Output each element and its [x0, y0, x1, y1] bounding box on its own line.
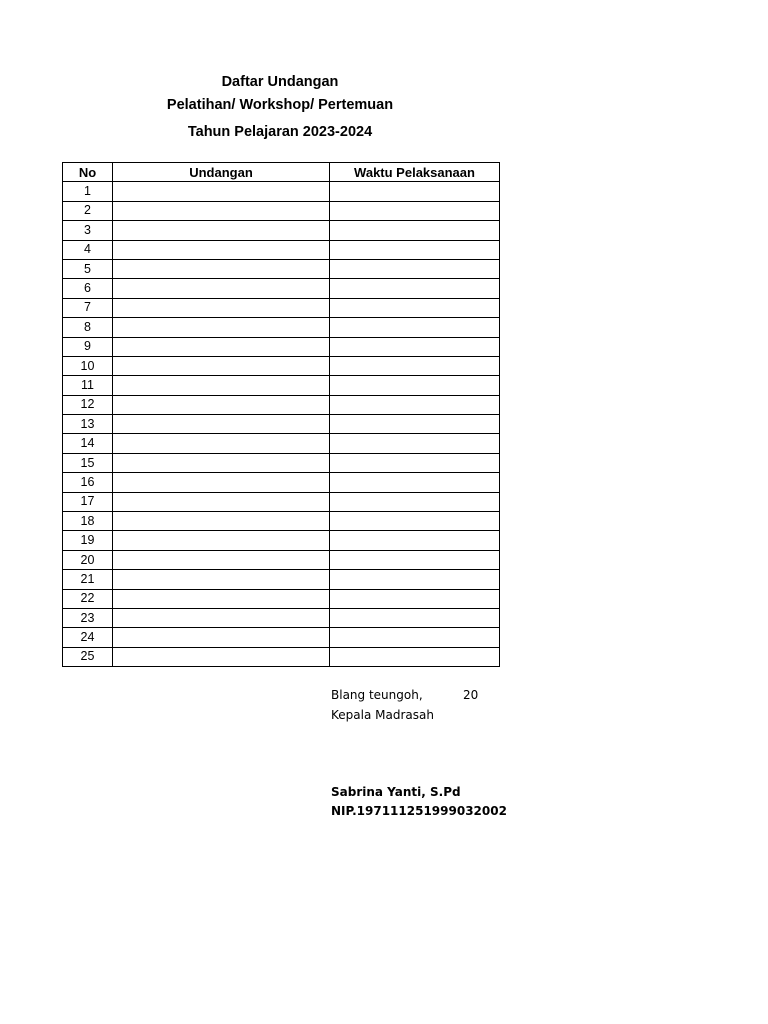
waktu-cell — [330, 492, 500, 511]
undangan-cell — [113, 356, 330, 375]
undangan-cell — [113, 337, 330, 356]
row-number: 25 — [63, 647, 113, 666]
undangan-cell — [113, 182, 330, 201]
table-row — [63, 531, 500, 550]
row-number: 9 — [63, 337, 113, 356]
table-body — [63, 182, 500, 667]
waktu-cell — [330, 531, 500, 550]
table-header-row — [63, 163, 500, 182]
row-number: 6 — [63, 279, 113, 298]
document-subtitle: Pelatihan/ Workshop/ Pertemuan — [166, 97, 394, 113]
table-row — [63, 647, 500, 666]
table-row — [63, 395, 500, 414]
undangan-cell — [113, 201, 330, 220]
row-number: 7 — [63, 298, 113, 317]
row-number: 10 — [63, 356, 113, 375]
table-row — [63, 337, 500, 356]
undangan-cell — [113, 395, 330, 414]
undangan-cell — [113, 492, 330, 511]
table-row — [63, 182, 500, 201]
waktu-cell — [330, 453, 500, 472]
waktu-cell — [330, 647, 500, 666]
table-row — [63, 550, 500, 569]
table-row — [63, 298, 500, 317]
undangan-cell — [113, 434, 330, 453]
waktu-cell — [330, 473, 500, 492]
waktu-cell — [330, 240, 500, 259]
undangan-cell — [113, 473, 330, 492]
row-number: 2 — [63, 201, 113, 220]
undangan-cell — [113, 318, 330, 337]
waktu-cell — [330, 415, 500, 434]
undangan-cell — [113, 298, 330, 317]
table-row — [63, 356, 500, 375]
undangan-cell — [113, 512, 330, 531]
waktu-cell — [330, 318, 500, 337]
waktu-cell — [330, 512, 500, 531]
undangan-cell — [113, 376, 330, 395]
undangan-cell — [113, 589, 330, 608]
waktu-cell — [330, 550, 500, 569]
row-number: 17 — [63, 492, 113, 511]
undangan-cell — [113, 608, 330, 627]
signature-year: 20 — [463, 688, 479, 702]
waktu-cell — [330, 201, 500, 220]
waktu-cell — [330, 570, 500, 589]
document-title: Daftar Undangan — [221, 74, 339, 90]
waktu-cell — [330, 434, 500, 453]
undangan-cell — [113, 453, 330, 472]
signatory-nip: NIP.197111251999032002 — [331, 804, 507, 818]
undangan-cell — [113, 531, 330, 550]
undangan-cell — [113, 221, 330, 240]
column-header-no: No — [63, 163, 113, 182]
row-number: 19 — [63, 531, 113, 550]
row-number: 24 — [63, 628, 113, 647]
table-row — [63, 201, 500, 220]
row-number: 8 — [63, 318, 113, 337]
undangan-cell — [113, 550, 330, 569]
table-row — [63, 376, 500, 395]
undangan-cell — [113, 647, 330, 666]
table-row — [63, 570, 500, 589]
signatory-name: Sabrina Yanti, S.Pd — [331, 785, 461, 799]
row-number: 11 — [63, 376, 113, 395]
row-number: 5 — [63, 259, 113, 278]
waktu-cell — [330, 395, 500, 414]
row-number: 18 — [63, 512, 113, 531]
undangan-cell — [113, 240, 330, 259]
table-row — [63, 492, 500, 511]
table-row — [63, 240, 500, 259]
table-row — [63, 415, 500, 434]
waktu-cell — [330, 589, 500, 608]
table-row — [63, 221, 500, 240]
table-row — [63, 318, 500, 337]
table-row — [63, 434, 500, 453]
academic-year: Tahun Pelajaran 2023-2024 — [187, 124, 373, 140]
row-number: 3 — [63, 221, 113, 240]
waktu-cell — [330, 279, 500, 298]
waktu-cell — [330, 376, 500, 395]
undangan-cell — [113, 259, 330, 278]
waktu-cell — [330, 182, 500, 201]
column-header-undangan: Undangan — [113, 163, 330, 182]
row-number: 23 — [63, 608, 113, 627]
table-row — [63, 589, 500, 608]
waktu-cell — [330, 356, 500, 375]
waktu-cell — [330, 221, 500, 240]
waktu-cell — [330, 628, 500, 647]
row-number: 16 — [63, 473, 113, 492]
row-number: 4 — [63, 240, 113, 259]
invitation-table — [62, 162, 500, 667]
row-number: 21 — [63, 570, 113, 589]
row-number: 13 — [63, 415, 113, 434]
undangan-cell — [113, 279, 330, 298]
table-row — [63, 453, 500, 472]
table-row — [63, 512, 500, 531]
undangan-cell — [113, 415, 330, 434]
row-number: 22 — [63, 589, 113, 608]
row-number: 12 — [63, 395, 113, 414]
table-row — [63, 608, 500, 627]
row-number: 20 — [63, 550, 113, 569]
row-number: 1 — [63, 182, 113, 201]
undangan-cell — [113, 570, 330, 589]
column-header-waktu: Waktu Pelaksanaan — [330, 163, 500, 182]
table-row — [63, 279, 500, 298]
waktu-cell — [330, 298, 500, 317]
table-row — [63, 259, 500, 278]
waktu-cell — [330, 608, 500, 627]
waktu-cell — [330, 337, 500, 356]
table-row — [63, 473, 500, 492]
table-row — [63, 628, 500, 647]
waktu-cell — [330, 259, 500, 278]
signatory-position: Kepala Madrasah — [331, 708, 434, 722]
row-number: 14 — [63, 434, 113, 453]
row-number: 15 — [63, 453, 113, 472]
signature-place: Blang teungoh, — [331, 688, 423, 702]
undangan-cell — [113, 628, 330, 647]
